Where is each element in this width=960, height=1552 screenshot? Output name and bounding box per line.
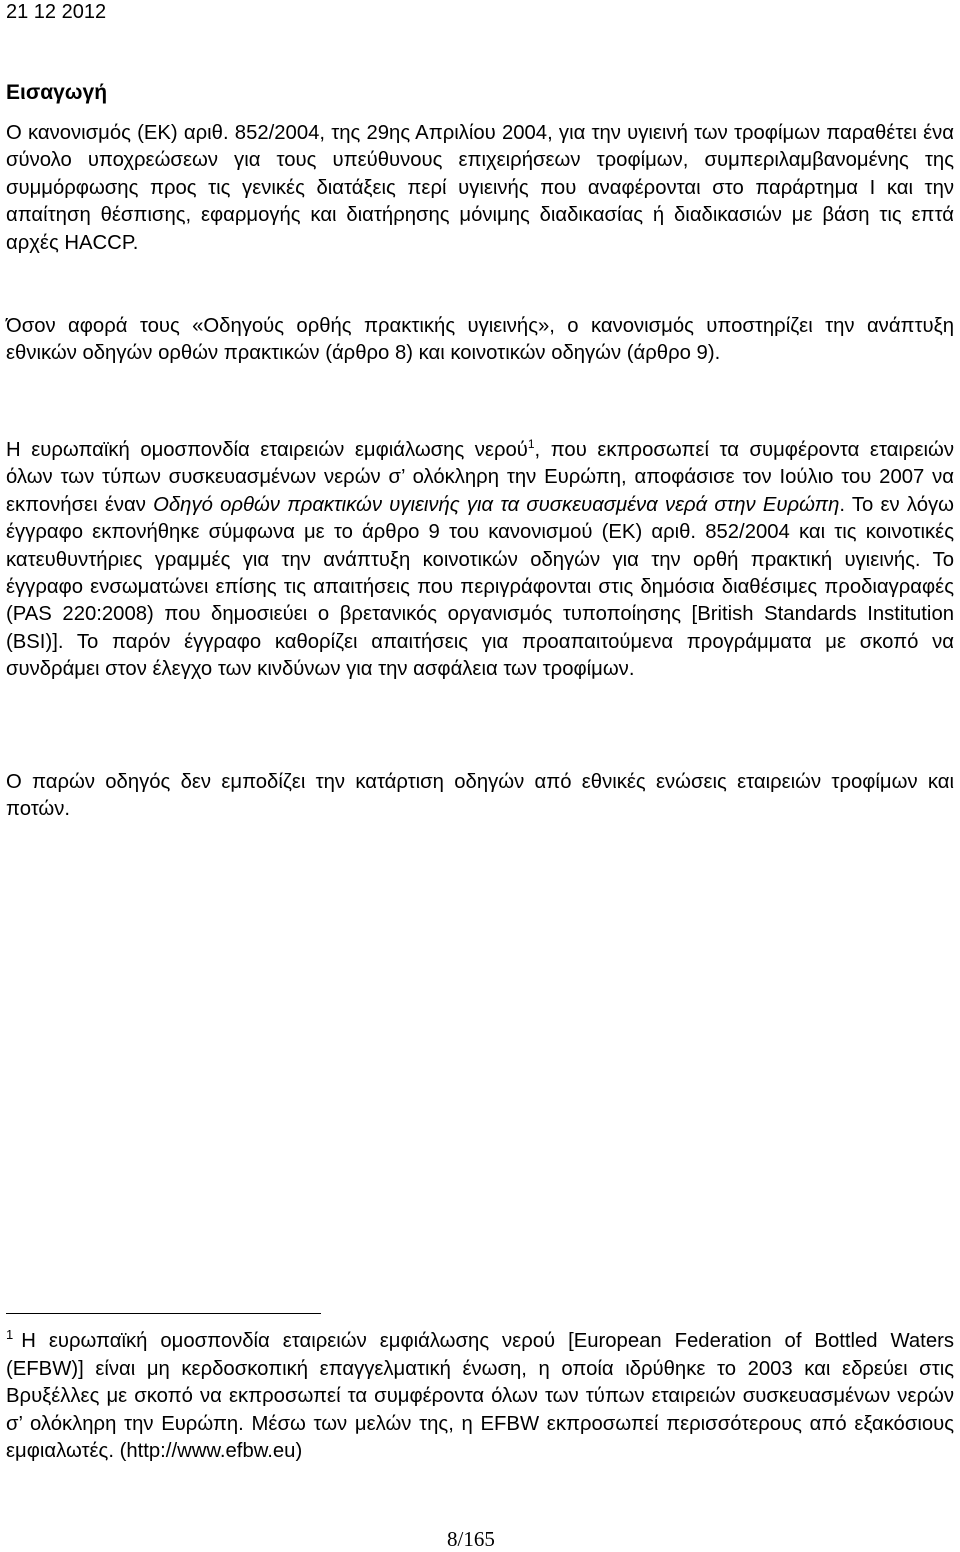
paragraph-hygiene-guides: Όσον αφορά τους «Οδηγούς ορθής πρακτικής υγιεινής», ο κανονισμός υποστηρίζει την ανάπτυξη εθνικών οδηγών ορθών πρακτικών (άρθρο 8) και κοινοτικών οδηγών (άρθρο 9).	[6, 315, 954, 365]
footnote-text: Η ευρωπαϊκή ομοσπονδία εταιρειών εμφιάλωσης νερού [European Federation of Bottled Waters (EFBW)] είναι μη κερδοσκοπική επαγγελματική ένωση, η οποία ιδρύθηκε το 2003 και εδρεύει στις Βρυξέλλες με σκοπό να εκπροσωπεί τα συμφέροντα όλων των τύπων εταιρειών συσκευασμένων νερών σ’ ολόκληρη την Ευρώπη. Μέσω των μελών της, η EFBW εκπροσωπεί περισσότερους από εξακόσιους εμφιαλωτές. (http://www.efbw.eu)	[6, 1330, 954, 1463]
document-date: 21 12 2012	[6, 1, 107, 23]
paragraph-efbw-guide	[6, 437, 954, 684]
page-number: 8/165	[447, 1527, 495, 1551]
footnote	[6, 1328, 954, 1466]
paragraph-efbw-text-3: . Το εν λόγω έγγραφο εκπονήθηκε σύμφωνα με το άρθρο 9 του κανονισμού (ΕΚ) αριθ. 852/2004 και τις κοινοτικές κατευθυντήριες γραμμές για την ανάπτυξη κοινοτικών οδηγών για την ορθή πρακτική υγιεινής. Το έγγραφο ενσωματώνει επίσης τις απαιτήσεις που περιγράφονται στις δημόσια διαθέσιμες προδιαγραφές (PAS 220:2008) που δημοσιεύει ο βρετανικός οργανισμός τυποποίησης [British Standards Institution (BSI)]. Το παρόν έγγραφο καθορίζει απαιτήσεις για προαπαιτούμενα προγράμματα με σκοπό να συνδράμει στον έλεγχο των κινδύνων για την ασφάλεια των τροφίμων.	[6, 493, 954, 681]
footnote-marker: 1	[6, 1327, 14, 1343]
paragraph-national-guides: Ο παρών οδηγός δεν εμποδίζει την κατάρτιση οδηγών από εθνικές ενώσεις εταιρειών τροφίμων και ποτών.	[6, 771, 954, 821]
section-heading: Εισαγωγή	[6, 81, 108, 104]
paragraph-regulation-intro: Ο κανονισμός (ΕΚ) αριθ. 852/2004, της 29ης Απριλίου 2004, για την υγιεινή των τροφίμων παραθέτει ένα σύνολο υποχρεώσεων για τους υπεύθυνους επιχειρήσεων τροφίμων, συμπεριλαμβανομένης της συμμόρφωσης προς τις γενικές διατάξεις περί υγιεινής που αναφέρονται στο παράρτημα I και την απαίτηση θέσπισης, εφαρμογής και διατήρησης μόνιμης διαδικασίας ή διαδικασιών με βάση τις επτά αρχές HACCP.	[6, 122, 954, 254]
guide-title: Οδηγό ορθών πρακτικών υγιεινής για τα συσκευασμένα νερά στην Ευρώπη	[153, 493, 840, 516]
paragraph-efbw-text-1: Η ευρωπαϊκή ομοσπονδία εταιρειών εμφιάλωσης νερού	[6, 439, 528, 461]
footnote-separator	[6, 1313, 321, 1314]
footnote-reference: 1	[527, 437, 535, 452]
paragraph-efbw-text-2: , που εκπροσωπεί τα συμφέροντα εταιρειών όλων των τύπων συσκευασμένων νερών σ’ ολόκληρη την Ευρώπη, αποφάσισε τον Ιούλιο του 2007 να εκπονήσει έναν	[6, 439, 954, 516]
